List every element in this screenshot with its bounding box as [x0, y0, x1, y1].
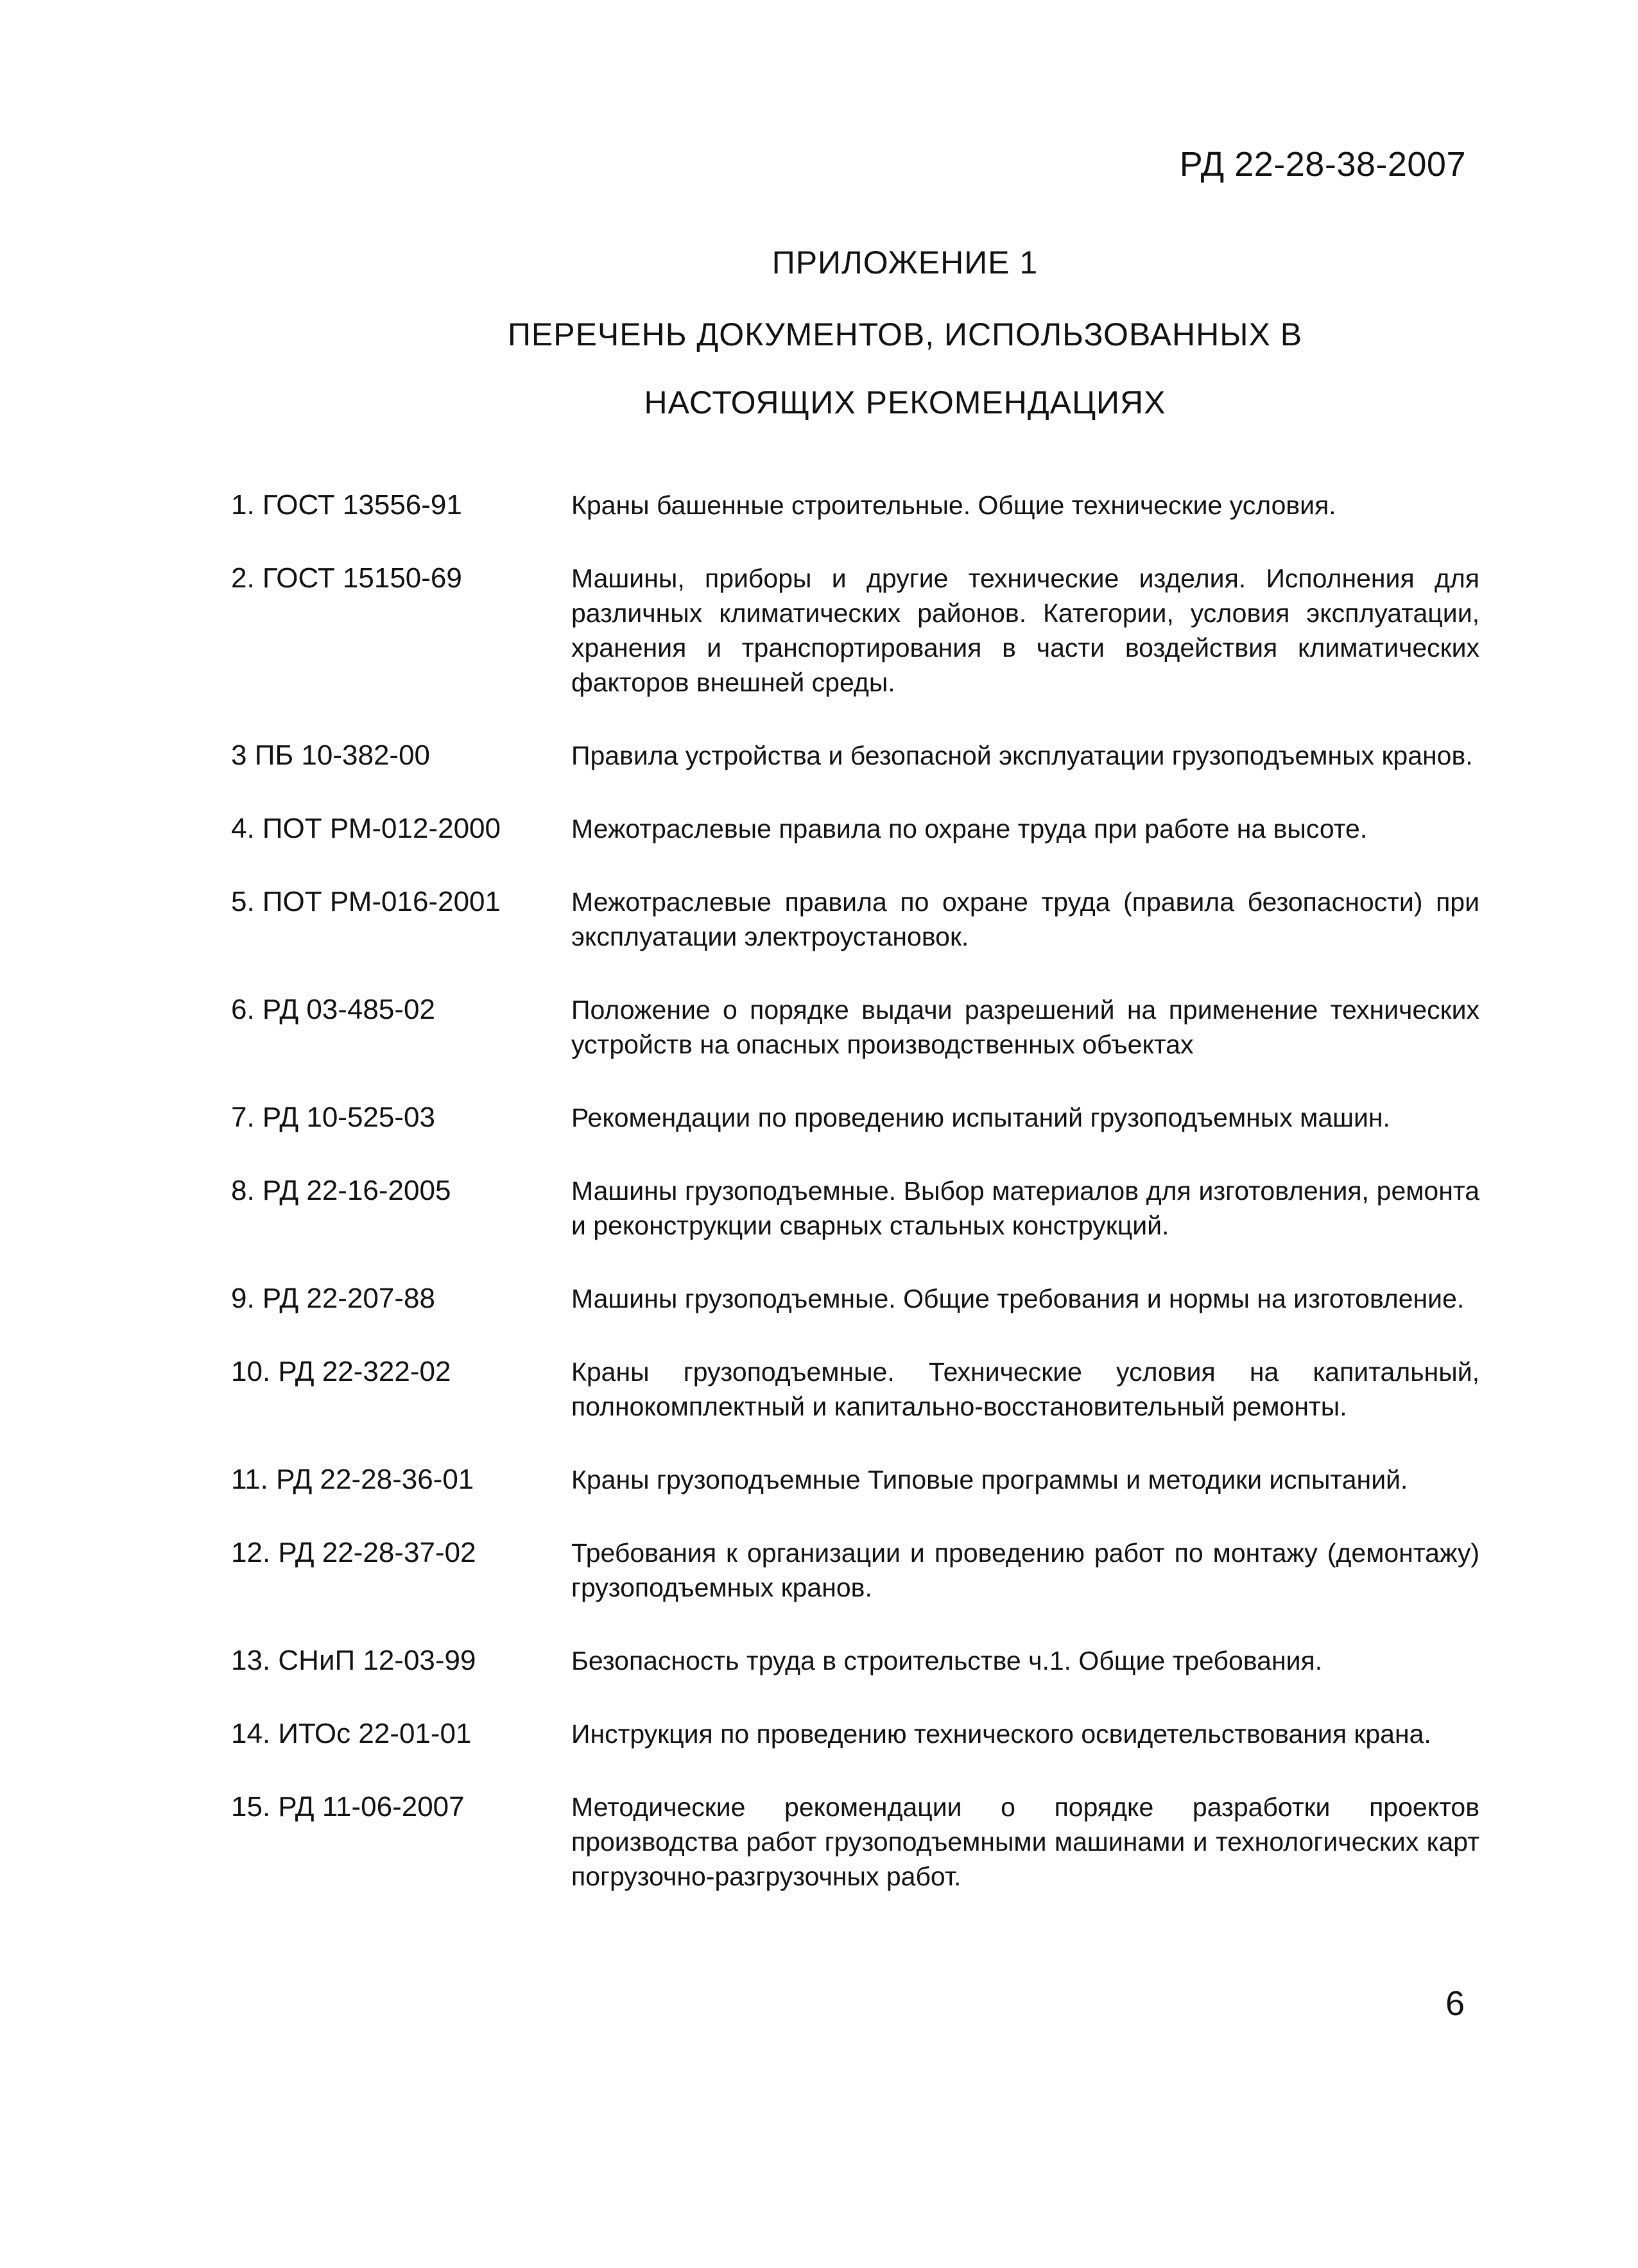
reference-item	[231, 1790, 1479, 1894]
heading-line-1: ПЕРЕЧЕНЬ ДОКУМЕНТОВ, ИСПОЛЬЗОВАННЫХ В	[507, 316, 1303, 352]
reference-item	[231, 1173, 1479, 1243]
reference-item	[231, 1643, 1479, 1678]
reference-item	[231, 1536, 1479, 1605]
reference-code: 4. ПОТ РМ-012-2000	[231, 813, 501, 844]
reference-code: 12. РД 22-28-37-02	[231, 1537, 476, 1568]
reference-item	[231, 885, 1479, 954]
reference-title: Требования к организации и проведению работ по монтажу (демонтажу) грузоподъемных кранов.	[571, 1538, 1479, 1602]
reference-item	[231, 1355, 1479, 1424]
reference-title: Инструкция по проведению технического освидетельствования крана.	[571, 1719, 1431, 1749]
appendix-title: ПРИЛОЖЕНИЕ 1	[772, 245, 1039, 281]
reference-title: Положение о порядке выдачи разрешений на применение технических устройств на опасных производственных объектах	[571, 995, 1479, 1059]
reference-item	[231, 811, 1479, 846]
reference-item	[231, 561, 1479, 700]
reference-item	[231, 1717, 1479, 1751]
reference-title: Правила устройства и безопасной эксплуатации грузоподъемных кранов.	[571, 741, 1473, 770]
reference-title: Краны башенные строительные. Общие технические условия.	[571, 490, 1336, 520]
page-number: 6	[1445, 1984, 1465, 2023]
reference-code: 13. СНиП 12-03-99	[231, 1645, 476, 1676]
reference-code: 8. РД 22-16-2005	[231, 1175, 451, 1206]
reference-title: Межотраслевые правила по охране труда (правила безопасности) при эксплуатации электроустановок.	[571, 887, 1479, 951]
reference-item	[231, 992, 1479, 1062]
reference-code: 2. ГОСТ 15150-69	[231, 562, 462, 594]
reference-item	[231, 488, 1479, 523]
reference-item	[231, 1100, 1479, 1135]
reference-title: Безопасность труда в строительстве ч.1. Общие требования.	[571, 1646, 1323, 1675]
reference-item	[231, 1281, 1479, 1316]
reference-title: Машины грузоподъемные. Выбор материалов для изготовления, ремонта и реконструкции сварных стальных конструкций.	[571, 1176, 1479, 1240]
reference-title: Краны грузоподъемные. Технические условия на капитальный, полнокомплектный и капитально-восстановительный ремонты.	[571, 1357, 1479, 1421]
reference-title: Межотраслевые правила по охране труда при работе на высоте.	[571, 814, 1368, 844]
reference-code: 5. ПОТ РМ-016-2001	[231, 886, 501, 917]
reference-item	[231, 738, 1479, 773]
reference-title: Рекомендации по проведению испытаний грузоподъемных машин.	[571, 1103, 1390, 1132]
heading-line-2: НАСТОЯЩИХ РЕКОМЕНДАЦИЯХ	[644, 385, 1166, 420]
reference-title: Машины грузоподъемные. Общие требования и нормы на изготовление.	[571, 1284, 1465, 1313]
reference-item	[231, 1462, 1479, 1497]
reference-code: 10. РД 22-322-02	[231, 1356, 451, 1387]
reference-code: 9. РД 22-207-88	[231, 1283, 435, 1314]
reference-code: 7. РД 10-525-03	[231, 1102, 435, 1133]
reference-title: Машины, приборы и другие технические изделия. Исполнения для различных климатических районов. Категории, условия эксплуатации, хранения и транспортирования в части воздействия климатических факторов внешней среды.	[571, 564, 1479, 697]
document-code: РД 22-28-38-2007	[1179, 145, 1466, 184]
reference-code: 11. РД 22-28-36-01	[231, 1464, 474, 1495]
reference-code: 14. ИТОс 22-01-01	[231, 1718, 472, 1749]
reference-code: 6. РД 03-485-02	[231, 994, 435, 1025]
reference-code: 15. РД 11-06-2007	[231, 1791, 465, 1822]
reference-code: 1. ГОСТ 13556-91	[231, 489, 462, 521]
reference-list	[231, 488, 1479, 1932]
reference-code: 3 ПБ 10-382-00	[231, 740, 431, 771]
reference-title: Методические рекомендации о порядке разработки проектов производства работ грузоподъемными машинами и технологических карт погрузочно-разгрузочных работ.	[571, 1792, 1479, 1891]
reference-title: Краны грузоподъемные Типовые программы и методики испытаний.	[571, 1465, 1408, 1494]
